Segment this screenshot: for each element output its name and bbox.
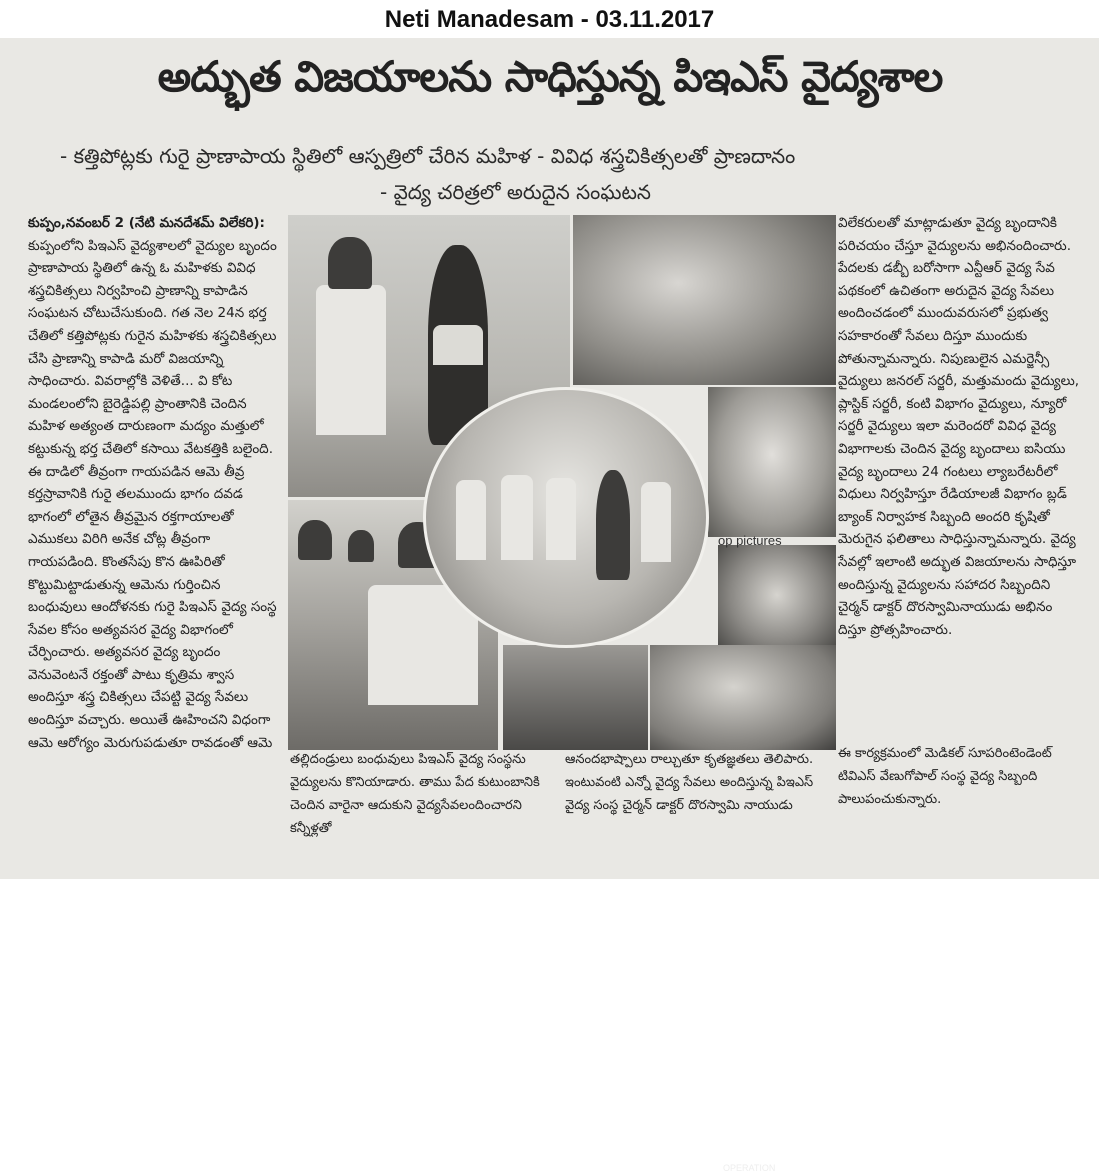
right-column <box>838 212 1083 822</box>
photo-face <box>718 545 836 645</box>
left-column <box>28 212 283 832</box>
photo-patient-1 <box>573 215 836 385</box>
photo-child <box>650 645 836 750</box>
right-column-tail: ఈ కార్యక్రమంలో మెడికల్ సూపరింటెండెంట్ టివిఎస్ వేణుగోపాల్ సంస్థ వైద్య సిబ్బంది పాలుపంచుకున్నారు. <box>838 746 1052 807</box>
operation-caption: OPERATION <box>723 1163 776 1173</box>
bottom-column-part-a: తల్లిదండ్రులు బంధువులు పిఇఎస్ వైద్య సంస్థను వైద్యులను కొనియాడారు. తాము పేద కుటుంబానికి చెందిన వారైనా ఆదుకుని వైద్యసేవలందించారని కన్నీళ్లతో <box>290 752 540 836</box>
photo-patient-2 <box>708 387 836 537</box>
pictures-caption: op pictures <box>718 533 782 548</box>
subheading-1: - కత్తిపోట్లకు గురై ప్రాణాపాయ స్థితిలో ఆస్పత్రిలో చేరిన మహిళ - వివిధ శస్త్రచికిత్సలతో ప్రాణదానం <box>60 144 796 168</box>
masthead: Neti Manadesam - 03.11.2017 <box>0 0 1099 38</box>
subheading-2: - వైద్య చరిత్రలో అరుదైన సంఘటన <box>380 180 651 204</box>
dateline: కుప్పం,నవంబర్ 2 (నేటి మనదేశమ్ విలేకరి): <box>28 215 265 231</box>
bottom-column <box>290 748 830 848</box>
left-column-body: కుప్పంలోని పిఇఎస్ వైద్యశాలలో వైద్యుల బృందం ప్రాణాపాయ స్థితిలో ఉన్న ఓ మహిళకు వివిధ శస్త్రచికిత్సలు నిర్వహించి ప్రాణాన్ని కాపాడిన సంఘటన చోటుచేసుకుంది. గత నెల 24న భర్త చేతిలో కత్తిపోట్లకు గురైన మహిళకు శస్త్రచికిత్సలు చేసి ప్రాణాన్ని కాపాడి మరో విజయాన్ని సాధించారు. వివరాల్లోకి వెళితే... వి కోట మండలంలోని బైరెడ్డిపల్లి ప్రాంతానికి చెందిన మహిళ అత్యంత దారుణంగా మద్యం మత్తులో కట్టుకున్న భర్త చేతిలో కసాయి వేటకత్తికి బలైంది. ఈ దాడిలో తీవ్రంగా గాయపడిన ఆమె తీవ్ర కర్తస్రావానికి గురై తలముందు భాగం దవడ భాగంలో లోతైన తీవ్రమైన రక్తగాయాలతో ఎముకలు విరిగి అనేక చోట్ల తీవ్రంగా గాయపడింది. కొంతసేపు కొన ఊపిరితో కొట్టుమిట్టాడుతున్న ఆమెను గుర్తించిన బంధువులు ఆందోళనకు గురై పిఇఎస్ వైద్య సంస్థ సేవల కోసం అత్యవసర వైద్య విభాగంలో చేర్పించారు. అత్యవసర వైద్య బృందం వెనువెంటనే రక్తంతో పాటు కృత్రిమ శ్వాస అందిస్తూ శస్త్ర చికిత్సలు చేపట్టి వైద్య సేవలు అందిస్తూ వచ్చారు. అయితే ఊహించని విధంగా ఆమె ఆరోగ్యం మెరుగుపడుతూ రావడంతో ఆమె <box>28 237 277 751</box>
headline: అద్భుత విజయాలను సాధిస్తున్న పిఇఎస్ వైద్యశాల <box>157 52 943 101</box>
bottom-column-part-b: ఆనందభాష్పాలు రాల్చుతూ కృతజ్ఞతలు తెలిపారు. ఇంటువంటి ఎన్నో వైద్య సేవలు అందిస్తున్న పిఇఎస్ వైద్య సంస్థ చైర్మన్ డాక్టర్ దొరస్వామి నాయుడు <box>565 752 814 813</box>
photo-group <box>423 387 709 648</box>
right-column-body: విలేకరులతో మాట్లాడుతూ వైద్య బృందానికి పరిచయం చేస్తూ వైద్యులను అభినందించారు. పేదలకు డబ్బీ బరోసాగా ఎన్టీఆర్ వైద్య సేవ పథకంలో ఉచితంగా అరుదైన వైద్య సేవలు అందించడంలో ముందువరుసలో ప్రభుత్వ సహకారంతో సేవలు దిస్తూ ముందుకు పోతున్నామన్నారు. నిపుణులైన ఎమర్జెన్సీ వైద్యులు జనరల్ సర్జరీ, మత్తుమందు వైద్యులు, ప్లాస్టిక్ సర్జరీ, కంటి విభాగం వైద్యులు, న్యూరో సర్జరీ వైద్యులు ఇలా మరెందరో వివిధ వైద్య విభాగాలకు చెందిన వైద్య బృందాలు ఐసియు వైద్య బృందాలు 24 గంటలు ల్యాబరేటరీలో విధులు నిర్వహిస్తూ రేడియాలజీ విభాగం బ్లడ్ బ్యాంక్ నిర్వాహక సిబ్బంది అందరి కృషితో మెరుగైన ఫలితాలు సాధిస్తున్నామన్నారు. వైద్య సేవల్లో ఇలాంటి అద్భుత విజయాలను సాధిస్తూ అందిస్తున్న వైద్యులను సహాదర సిబ్బందిని చైర్మన్ డాక్టర్ దొరస్వామినాయుడు అభినం దిస్తూ ప్రోత్సహించారు. <box>838 215 1080 638</box>
